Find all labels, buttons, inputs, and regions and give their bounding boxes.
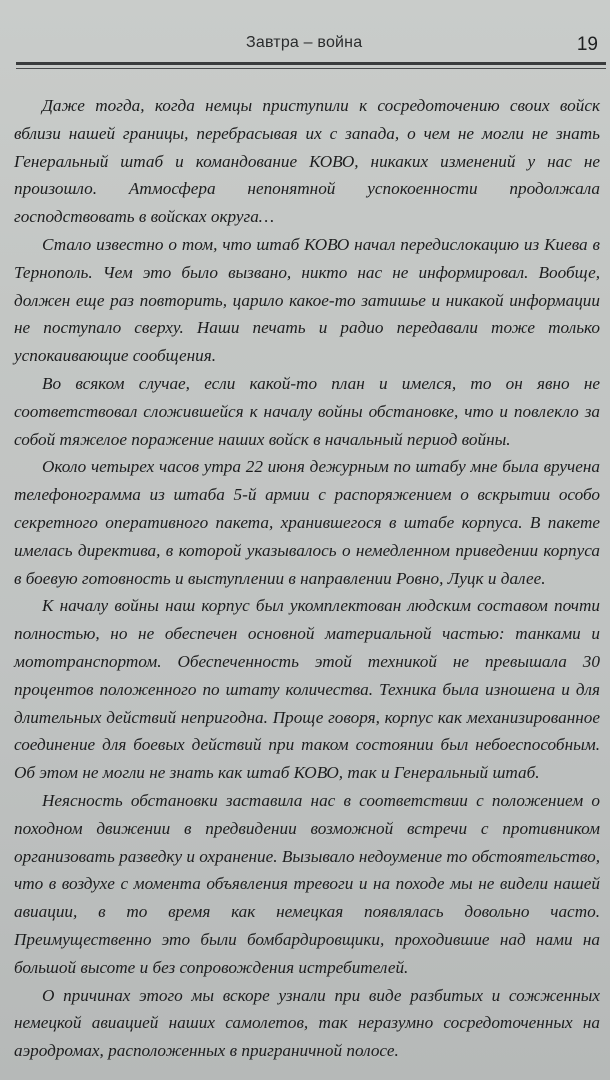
paragraph: Неясность обстановки заставила нас в соответствии с положением о походном движении в предвидении возможной встречи с противником организовать разведку и охранение. Вызывало недоумение то обстоятельство, что в воздухе с момента объявления тревоги и на походе мы не видели нашей авиации, в то время как немецкая появлялась довольно часто. Преимущественно это были бомбардировщики, проходившие над нами на большой высоте и без сопровождения истребителей.: [14, 790, 600, 977]
paragraph: Даже тогда, когда немцы приступили к сосредоточению своих войск вблизи нашей границы, перебрасывая их с запада, о чем не могли не знать Генеральный штаб и командование КОВО, никаких изменений у нас не произошло. Атмосфера непонятной успокоенности продолжала господствовать в войсках округа…: [14, 96, 600, 227]
paragraph: К началу войны наш корпус был укомплектован людским составом почти полностью, но не обеспечен основной материальной частью: танками и мототранспортом. Обеспеченность этой техникой не превышала 30 процентов положенного по штату количества. Техника была изношена и для длительных действий непригодна. Проще говоря, корпус как механизированное соединение для боевых действий при таком состоянии был небоеспособным. Об этом не могли не знать как штаб КОВО, так и Генеральный штаб.: [14, 596, 600, 783]
page-header: [0, 0, 610, 66]
header-rule-thin: [16, 68, 606, 69]
paragraph: Стало известно о том, что штаб КОВО начал передислокацию из Киева в Тернополь. Чем это было вызвано, никто нас не информировал. Вообще, должен еще раз повторить, царило какое-то затишье и никакой информации не поступало сверху. Наши печать и радио передавали тоже только успокаивающие сообщения.: [14, 234, 600, 366]
paragraph: Около четырех часов утра 22 июня дежурным по штабу мне была вручена телефонограмма из штаба 5-й армии с распоряжением о вскрытии особо секретного оперативного пакета, хранившегося в штабе корпуса. В пакете имелась директива, в которой указывалось о немедленном приведении корпуса в боевую готовность и выступлении в направлении Ровно, Луцк и далее.: [14, 457, 600, 588]
body-text: [14, 92, 600, 1065]
header-rule-thick: [16, 62, 606, 65]
paragraph: О причинах этого мы вскоре узнали при виде разбитых и сожженных немецкой авиацией наших самолетов, так неразумно сосредоточенных на аэродромах, расположенных в приграничной полосе.: [14, 985, 600, 1061]
paragraph: Во всяком случае, если какой-то план и имелся, то он явно не соответствовал сложившейся к началу войны обстановке, что и повлекло за собой тяжелое поражение наших войск в начальный период войны.: [14, 373, 600, 449]
running-title: Завтра – война: [246, 34, 363, 51]
page-number: 19: [576, 34, 598, 55]
